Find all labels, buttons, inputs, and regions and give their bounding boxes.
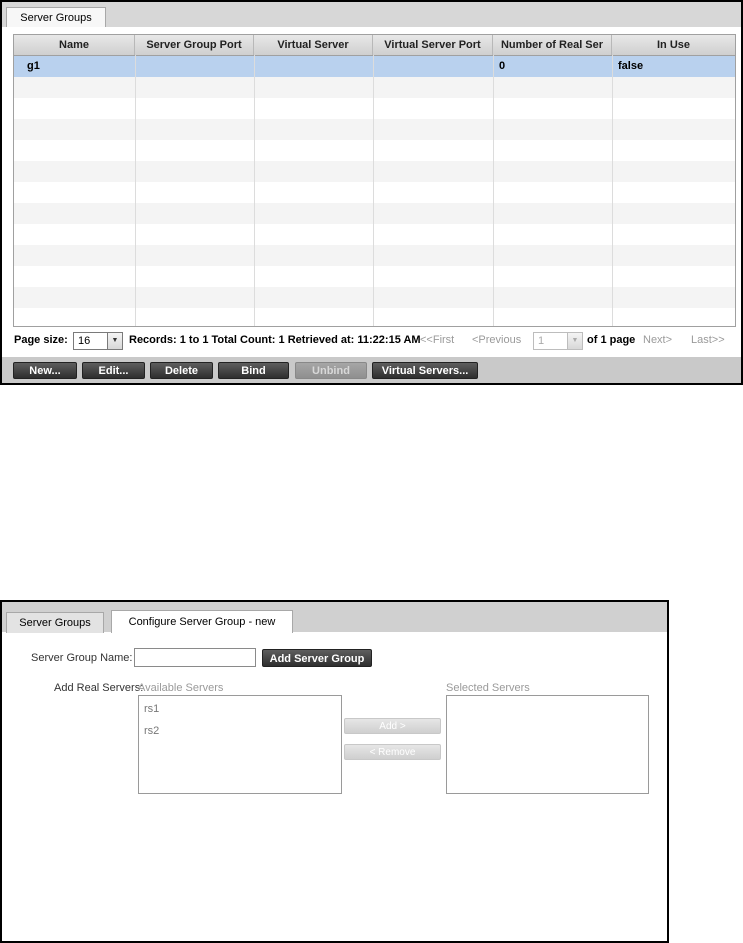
- page-number-select[interactable]: [533, 332, 583, 350]
- previous-page-link[interactable]: <Previous: [472, 334, 522, 346]
- remove-server-button[interactable]: < Remove: [344, 744, 441, 760]
- empty-row: [14, 203, 735, 224]
- column-header-name[interactable]: Name: [14, 35, 135, 55]
- first-page-link[interactable]: <<First: [420, 334, 455, 346]
- cell-in-use: false: [618, 60, 644, 72]
- column-divider: [493, 55, 494, 326]
- empty-row: [14, 266, 735, 287]
- empty-row: [14, 98, 735, 119]
- configure-server-group-panel: [0, 600, 669, 943]
- unbind-button[interactable]: Unbind: [295, 362, 367, 379]
- records-status: Records: 1 to 1 Total Count: 1 Retrieved at: 11:22:15 AM: [129, 334, 421, 346]
- selected-servers-label: Selected Servers: [446, 682, 530, 694]
- chevron-down-icon[interactable]: ▼: [107, 333, 122, 349]
- bind-button[interactable]: Bind: [218, 362, 289, 379]
- empty-row: [14, 77, 735, 98]
- action-toolbar: [2, 357, 741, 383]
- available-servers-list[interactable]: [138, 695, 342, 794]
- available-servers-label: Available Servers: [138, 682, 224, 694]
- cell-name: g1: [27, 60, 40, 72]
- tab-server-groups[interactable]: Server Groups: [6, 612, 104, 633]
- server-group-name-label: Server Group Name:: [31, 652, 133, 664]
- table-header: [14, 35, 735, 56]
- page-count: of 1 page: [587, 334, 636, 346]
- column-divider: [612, 55, 613, 326]
- empty-row: [14, 140, 735, 161]
- empty-row: [14, 245, 735, 266]
- page-size-label: Page size:: [14, 334, 68, 346]
- column-header-in-use[interactable]: In Use: [656, 39, 690, 51]
- empty-row: [14, 287, 735, 308]
- column-divider: [373, 55, 374, 326]
- table-row[interactable]: [14, 56, 735, 77]
- page-number-value: 1: [538, 335, 545, 347]
- cell-real-servers: 0: [499, 60, 506, 72]
- empty-row: [14, 224, 735, 245]
- column-header-real-servers[interactable]: Number of Real Ser: [493, 35, 612, 55]
- column-divider: [254, 55, 255, 326]
- empty-row: [14, 161, 735, 182]
- server-groups-table: [13, 34, 736, 327]
- page-size-value: 16: [78, 335, 91, 347]
- add-server-group-button[interactable]: Add Server Group: [262, 649, 372, 667]
- delete-button[interactable]: Delete: [150, 362, 213, 379]
- column-header-virtual-server-port[interactable]: Virtual Server Port: [373, 35, 493, 55]
- tab-bar: [2, 2, 741, 27]
- empty-row: [14, 182, 735, 203]
- tab-server-groups[interactable]: Server Groups: [6, 7, 106, 28]
- column-header-virtual-server[interactable]: Virtual Server: [254, 35, 373, 55]
- pagination-bar: [2, 330, 741, 352]
- add-server-button[interactable]: Add >: [344, 718, 441, 734]
- virtual-servers-button[interactable]: Virtual Servers...: [372, 362, 478, 379]
- edit-button[interactable]: Edit...: [82, 362, 145, 379]
- new-button[interactable]: New...: [13, 362, 77, 379]
- empty-row: [14, 308, 735, 327]
- panel-body: [2, 27, 741, 357]
- column-divider: [135, 55, 136, 326]
- empty-row: [14, 119, 735, 140]
- selected-servers-list[interactable]: [446, 695, 649, 794]
- page-size-select[interactable]: [73, 332, 123, 350]
- chevron-down-icon[interactable]: ▼: [567, 333, 582, 349]
- column-header-server-group-port[interactable]: Server Group Port: [135, 35, 254, 55]
- list-item[interactable]: rs2: [144, 725, 160, 737]
- list-item[interactable]: rs1: [144, 703, 160, 715]
- server-group-name-input[interactable]: [134, 648, 256, 667]
- tab-configure-server-group[interactable]: Configure Server Group - new: [111, 610, 293, 633]
- server-groups-panel: [0, 0, 743, 385]
- last-page-link[interactable]: Last>>: [691, 334, 725, 346]
- tab-bar: [2, 602, 667, 632]
- next-page-link[interactable]: Next>: [643, 334, 673, 346]
- add-real-servers-label: Add Real Servers:: [54, 682, 144, 694]
